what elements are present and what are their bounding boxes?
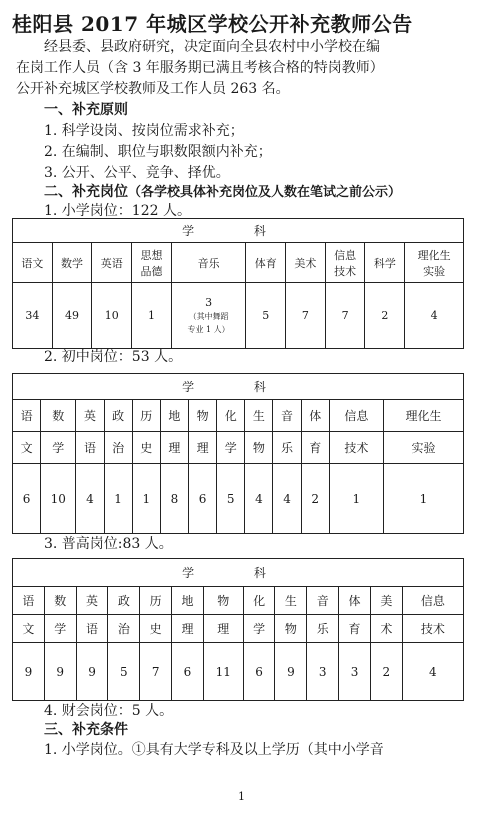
senior-header-bottom-1: 学 [44,615,76,643]
senior-header-bottom-0: 文 [13,615,45,643]
junior-header-bottom-3: 治 [104,432,132,464]
section2-heading [44,183,401,202]
junior-header-top-6: 物 [189,400,217,432]
senior-header-top-11: 美 [370,587,402,615]
value-cell-3: 1 [132,283,172,349]
senior-header-bottom-3: 治 [108,615,140,643]
subject-header: 学 科 [182,380,294,394]
section2-heading-note: （各学校具体补充岗位及人数在笔试之前公示） [128,185,402,200]
senior-header-bottom-8: 物 [275,615,307,643]
senior-value-6: 11 [203,643,243,701]
subject-header-9: 理化生 实验 [405,243,464,283]
subject-header-1: 数学 [52,243,92,283]
principle-item-2: 2. 在编制、职位与职数限额内补充； [44,144,272,160]
junior-header-bottom-2: 语 [76,432,104,464]
senior-header-top-7: 化 [243,587,275,615]
senior-header-top-8: 生 [275,587,307,615]
section1-heading: 一、补充原则 [44,102,128,118]
senior-header-bottom-12: 技术 [402,615,463,643]
senior-header-bottom-10: 育 [339,615,371,643]
junior-header-bottom-10: 育 [301,432,329,464]
senior-value-2: 9 [76,643,108,701]
junior-header-top-4: 历 [132,400,160,432]
senior-value-9: 3 [307,643,339,701]
junior-value-4: 1 [132,464,160,534]
subject-header-7: 信息 技术 [325,243,365,283]
value-cell-9: 4 [405,283,464,349]
subject-header-cell [13,559,464,587]
junior-value-6: 6 [189,464,217,534]
senior-header-bottom-2: 语 [76,615,108,643]
primary-label: 1. 小学岗位：122 人。 [44,203,191,219]
senior-header-bottom-5: 理 [172,615,204,643]
junior-value-3: 1 [104,464,132,534]
junior-header-top-3: 政 [104,400,132,432]
senior-header-top-9: 音 [307,587,339,615]
senior-value-7: 6 [243,643,275,701]
junior-value-8: 4 [245,464,273,534]
junior-value-2: 4 [76,464,104,534]
senior-value-3: 5 [108,643,140,701]
junior-header-bottom-12: 实验 [383,432,463,464]
senior-header-top-12: 信息 [402,587,463,615]
senior-header-top-1: 数 [44,587,76,615]
subject-header: 学 科 [182,224,294,238]
junior-value-1: 10 [41,464,76,534]
junior-header-top-7: 化 [217,400,245,432]
senior-value-10: 3 [339,643,371,701]
junior-header-top-5: 地 [160,400,188,432]
senior-header-top-0: 语 [13,587,45,615]
junior-header-bottom-1: 学 [41,432,76,464]
junior-header-bottom-11: 技术 [329,432,383,464]
subject-header-0: 语文 [13,243,53,283]
finance-label: 4. 财会岗位：5 人。 [44,703,174,719]
junior-header-bottom-0: 文 [13,432,41,464]
senior-value-1: 9 [44,643,76,701]
subject-header-5: 体育 [246,243,286,283]
subject-header-cell [13,219,464,243]
subject-header-4: 音乐 [171,243,246,283]
junior-header-top-8: 生 [245,400,273,432]
primary-positions-table [12,218,464,349]
junior-header-top-0: 语 [13,400,41,432]
condition-item-1: 1. 小学岗位。①具有大学专科及以上学历（其中小学音 [44,742,384,758]
senior-header-top-10: 体 [339,587,371,615]
junior-header-top-11: 信息 [329,400,383,432]
junior-label: 2. 初中岗位：53 人。 [44,349,183,365]
senior-header-bottom-7: 学 [243,615,275,643]
junior-header-bottom-6: 理 [189,432,217,464]
senior-value-11: 2 [370,643,402,701]
principle-item-1: 1. 科学设岗、按岗位需求补充； [44,123,244,139]
subject-header-6: 美术 [286,243,326,283]
senior-positions-table [12,558,464,701]
senior-header-bottom-4: 史 [140,615,172,643]
junior-header-top-12: 理化生 [383,400,463,432]
value-cell-6: 7 [286,283,326,349]
senior-value-4: 7 [140,643,172,701]
senior-header-top-6: 物 [203,587,243,615]
page-number: 1 [238,790,245,803]
subject-header-2: 英语 [92,243,132,283]
junior-value-5: 8 [160,464,188,534]
value-cell-7: 7 [325,283,365,349]
junior-header-bottom-5: 理 [160,432,188,464]
junior-header-bottom-4: 史 [132,432,160,464]
junior-value-7: 5 [217,464,245,534]
junior-header-top-2: 英 [76,400,104,432]
music-note: （其中舞蹈 专业 1 人） [187,312,230,334]
junior-header-top-10: 体 [301,400,329,432]
senior-header-top-4: 历 [140,587,172,615]
senior-value-0: 9 [13,643,45,701]
section2-heading-text: 二、补充岗位 [44,184,128,200]
intro-line-3: 公开补充城区学校教师及工作人员 263 名。 [16,81,290,97]
senior-value-12: 4 [402,643,463,701]
junior-value-0: 6 [13,464,41,534]
intro-line-1: 经县委、县政府研究，决定面向全县农村中小学校在编 [44,39,380,55]
junior-value-10: 2 [301,464,329,534]
junior-header-top-1: 数 [41,400,76,432]
senior-header-top-2: 英 [76,587,108,615]
senior-header-bottom-9: 乐 [307,615,339,643]
senior-header-bottom-11: 术 [370,615,402,643]
junior-header-top-9: 音 [273,400,301,432]
senior-label: 3. 普高岗位:83 人。 [44,536,173,552]
subject-header-cell [13,374,464,400]
value-cell-2: 10 [92,283,132,349]
subject-header-3: 思想 品德 [132,243,172,283]
value-cell-4: 3 （其中舞蹈 专业 1 人） [171,283,246,349]
junior-header-bottom-7: 学 [217,432,245,464]
senior-header-bottom-6: 理 [203,615,243,643]
principle-item-3: 3. 公开、公平、竞争、择优。 [44,165,230,181]
subject-header: 学 科 [182,566,294,580]
senior-value-8: 9 [275,643,307,701]
junior-value-9: 4 [273,464,301,534]
section3-heading: 三、补充条件 [44,722,128,738]
page-title: 桂阳县 2017 年城区学校公开补充教师公告 [12,12,413,36]
value-cell-1: 49 [52,283,92,349]
senior-header-top-5: 地 [172,587,204,615]
senior-header-top-3: 政 [108,587,140,615]
junior-value-12: 1 [383,464,463,534]
value-cell-0: 34 [13,283,53,349]
junior-header-bottom-8: 物 [245,432,273,464]
value-cell-5: 5 [246,283,286,349]
value-cell-8: 2 [365,283,405,349]
subject-header-8: 科学 [365,243,405,283]
junior-positions-table [12,373,464,534]
junior-header-bottom-9: 乐 [273,432,301,464]
junior-value-11: 1 [329,464,383,534]
intro-line-2: 在岗工作人员（含 3 年服务期已满且考核合格的特岗教师） [16,60,384,76]
senior-value-5: 6 [172,643,204,701]
